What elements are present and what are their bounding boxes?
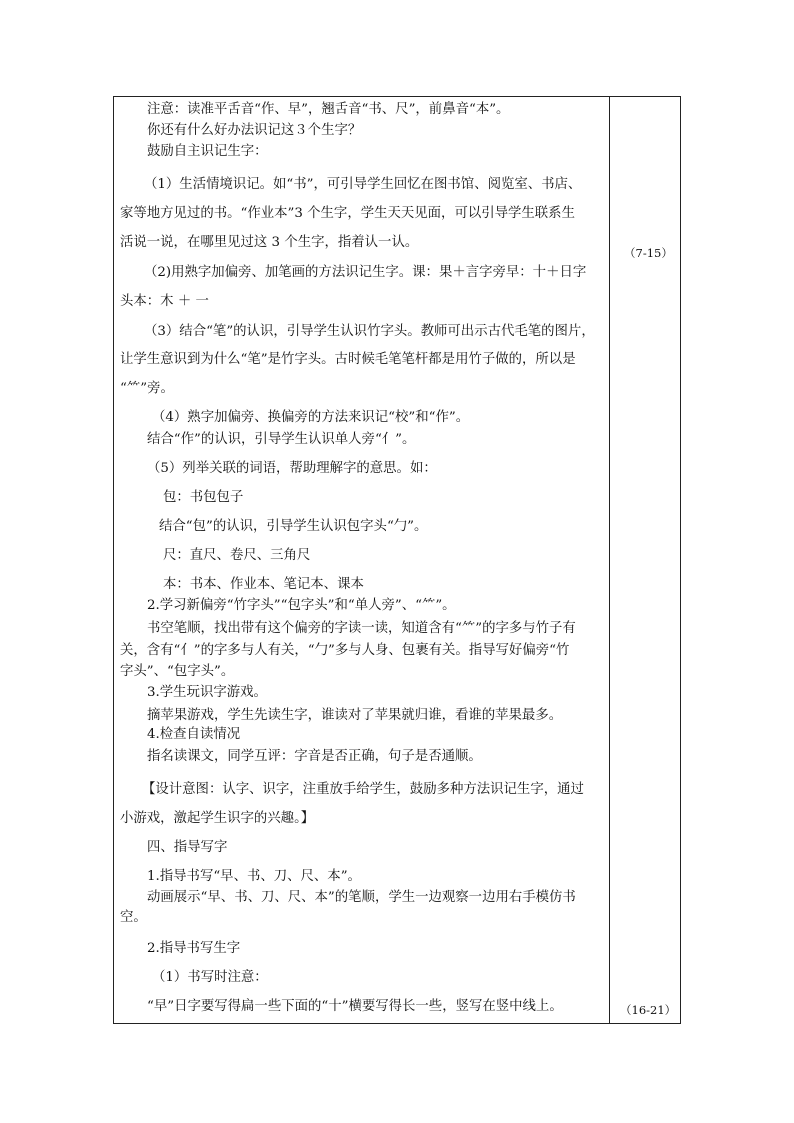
text-line: （4）熟字加偏旁、换偏旁的方法来识记“校”和“作”。 (152, 410, 470, 425)
text-line: 3.学生玩识字游戏。 (147, 685, 267, 700)
text-line: 头本：木 ＋ 一 (120, 294, 209, 309)
text-line: 关，含有“亻”的字多与人有关，“勹”多与人身、包裹有关。指导写好偏旁“竹 (120, 643, 570, 658)
text-line: 包：书包包子 (163, 490, 244, 505)
text-line: 指名读课文，同学互评：字音是否正确，句子是否通顺。 (147, 749, 482, 764)
text-line: （1）书写时注意： (152, 970, 268, 985)
text-line: 1.指导书写“早、书、刀、尺、本”。 (147, 869, 361, 884)
text-line: “早”日字要写得扁一些下面的“十”横要写得长一些，竖写在竖中线上。 (147, 999, 563, 1014)
text-line: 2.指导书写生字 (147, 941, 241, 956)
text-line: 2.学习新偏旁“竹字头”“包字头”和“单人旁”、“⺮”。 (147, 598, 456, 613)
column-divider (609, 97, 610, 1023)
text-line: 摘苹果游戏，学生先读生字，谁读对了苹果就归谁，看谁的苹果最多。 (147, 708, 563, 723)
text-line: “⺮”旁。 (120, 381, 174, 396)
text-line: 鼓励自主识记生字： (147, 144, 268, 159)
text-line: 空。 (120, 910, 147, 925)
text-line: 【设计意图：认字、识字，注重放手给学生，鼓励多种方法识记生字，通过 (142, 782, 584, 797)
section-heading: 四、指导写字 (147, 840, 228, 855)
text-line: （3）结合“笔”的认识，引导学生认识竹字头。教师可出示古代毛笔的图片， (144, 324, 595, 339)
text-line: 结合“包”的认识，引导学生认识包字头“勹”。 (159, 519, 428, 534)
text-line: 4.检查自读情况 (147, 727, 241, 742)
text-line: 活说一说，在哪里见过这 3 个生字，指着认一认。 (120, 235, 419, 250)
text-line: 小游戏，激起学生识字的兴趣。】 (120, 811, 315, 826)
lesson-plan-table (113, 96, 681, 1024)
text-line: 家等地方见过的书。“作业本”3 个生字，学生天天见面，可以引导学生联系生 (120, 206, 575, 221)
text-line: （5）列举关联的词语，帮助理解字的意思。如： (147, 461, 437, 476)
text-line: 让学生意识到为什么“笔”是竹字头。古时候毛笔笔杆都是用竹子做的，所以是 (120, 352, 576, 367)
text-line: 结合“作”的认识，引导学生认识单人旁“亻”。 (147, 432, 416, 447)
text-line: 本：书本、作业本、笔记本、课本 (163, 577, 364, 592)
time-note: （7-15） (624, 246, 673, 260)
text-line: （2)用熟字加偏旁、加笔画的方法识记生字。课：果＋言字旁早：十＋日字 (144, 265, 587, 280)
text-line: （1）生活情境识记。如“书”，可引导学生回忆在图书馆、阅览室、书店、 (144, 177, 582, 192)
time-note: （16-21） (620, 1003, 677, 1017)
text-line: 动画展示“早、书、刀、尺、本”的笔顺，学生一边观察一边用右手模仿书 (147, 890, 576, 905)
text-line: 尺：直尺、卷尺、三角尺 (163, 548, 311, 563)
text-line: 字头”、“包字头”。 (120, 664, 235, 679)
text-line: 你还有什么好办法识记这３个生字？ (147, 123, 362, 138)
text-line: 注意：读准平舌音“作、早”，翘舌音“书、尺”，前鼻音“本”。 (147, 102, 510, 117)
text-line: 书空笔顺，找出带有这个偏旁的字读一读，知道含有“⺮”的字多与竹子有 (147, 621, 576, 636)
